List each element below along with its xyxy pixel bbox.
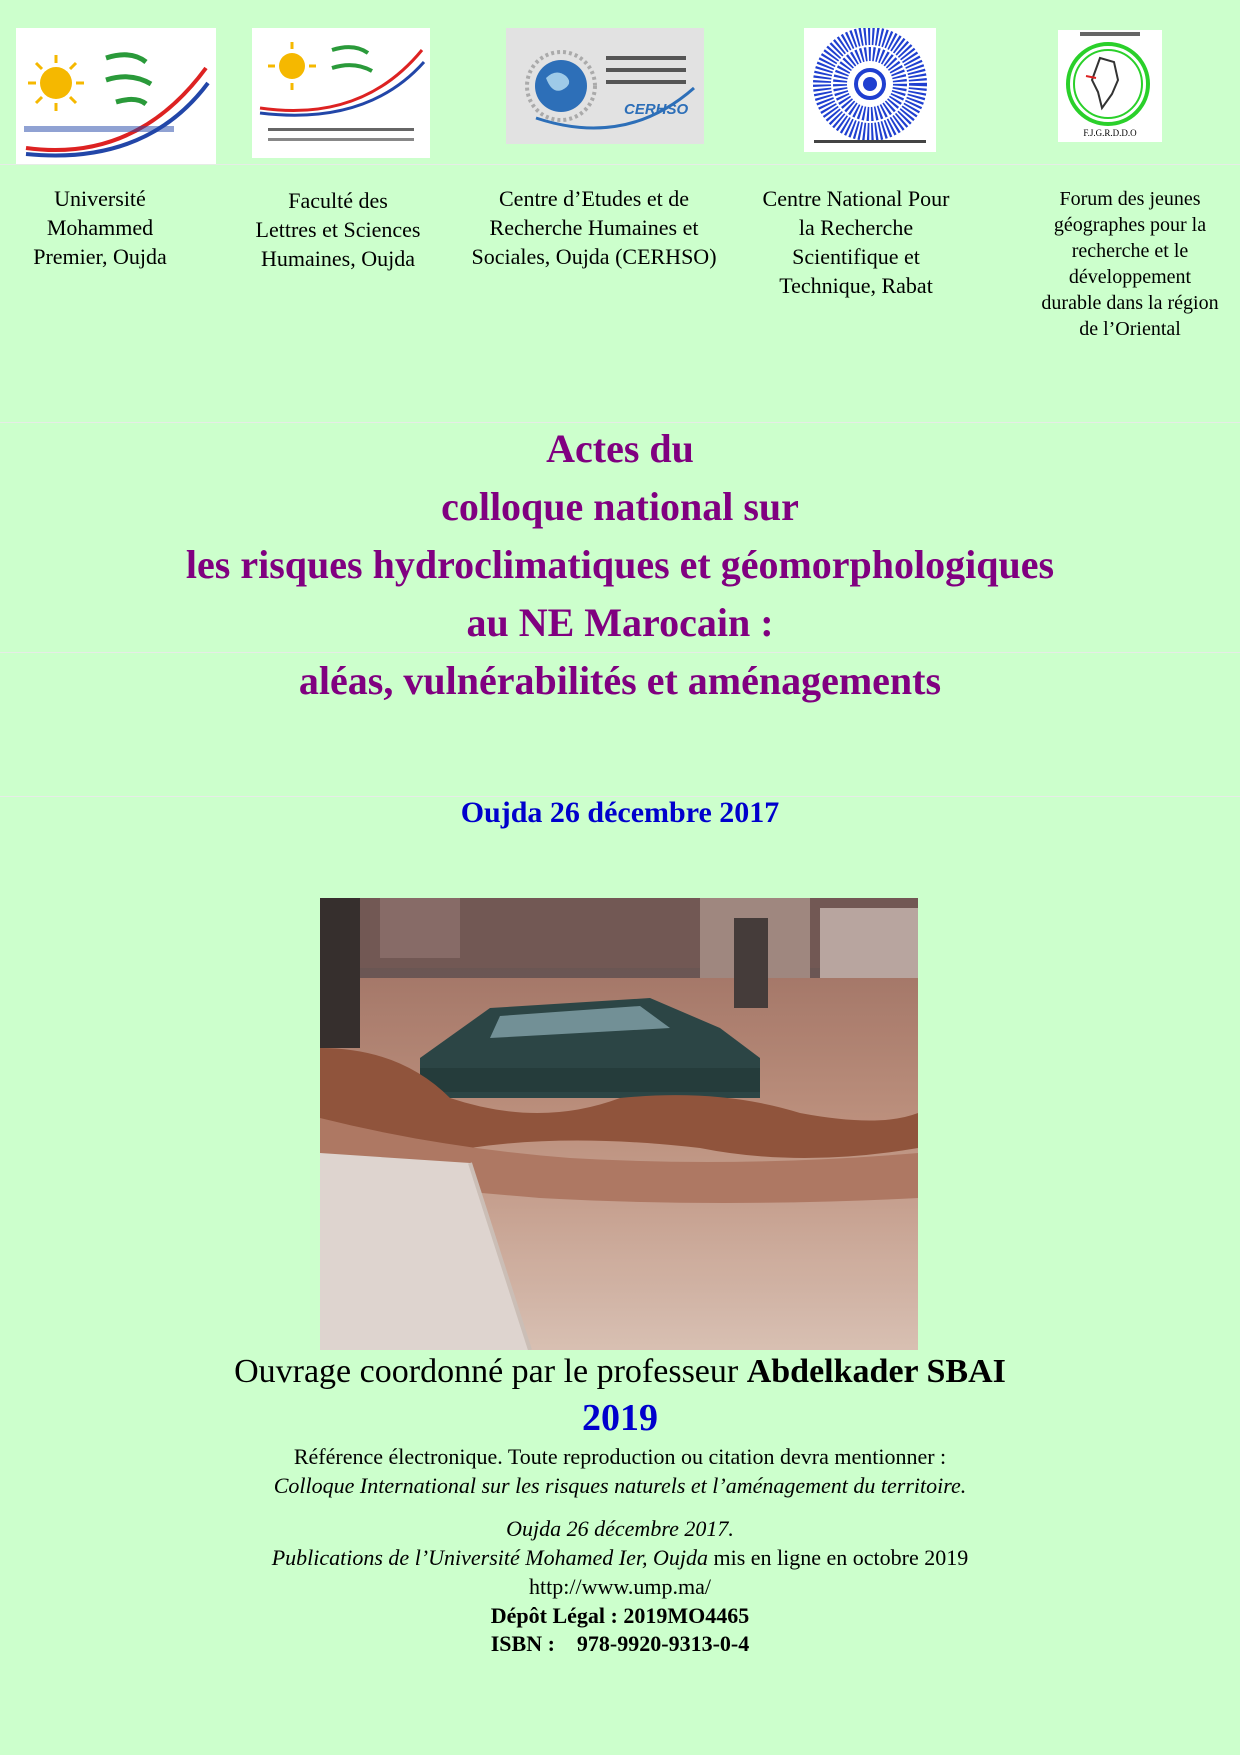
fjgrddo-logo-icon <box>1058 30 1162 142</box>
institution-line: durable dans la région <box>1041 292 1219 314</box>
reference-date-text: Oujda 26 décembre 2017. <box>506 1516 734 1541</box>
institution-line: géographes pour la <box>1053 214 1207 236</box>
institution-fjgrddo <box>1020 186 1240 342</box>
divider <box>0 164 1240 165</box>
cnrst-logo-icon <box>804 28 936 152</box>
cerhso-logo-icon <box>506 28 704 144</box>
coordinator-prefix: Ouvrage coordonné par le professeur <box>234 1353 747 1390</box>
institution-line: Sociales, Oujda (CERHSO) <box>471 244 717 269</box>
institution-line: Technique, Rabat <box>779 273 933 298</box>
legal-deposit: Dépôt Légal : 2019MO4465 <box>490 1603 750 1628</box>
flooded-street-photo <box>320 898 918 1350</box>
publication-year: 2019 <box>582 1397 658 1439</box>
online-date-text: mis en ligne en octobre 2019 <box>707 1545 969 1570</box>
institution-line: développement <box>1068 266 1192 288</box>
coordinator-line <box>0 1350 1240 1394</box>
institution-line: Faculté des <box>288 188 388 213</box>
event-date: Oujda 26 décembre 2017 <box>460 796 780 829</box>
institution-line: Premier, Oujda <box>33 244 167 269</box>
reference-date <box>0 1514 1240 1543</box>
flsh-logo-icon <box>252 28 430 158</box>
reference-url[interactable]: http://www.ump.ma/ <box>529 1574 711 1599</box>
institution-line: Centre d’Etudes et de <box>499 186 689 211</box>
coordinator-name: Abdelkader SBAI <box>746 1353 1006 1390</box>
institution-line: Centre National Pour <box>762 186 950 211</box>
institution-flsh <box>226 186 450 273</box>
institution-cerhso <box>448 184 740 271</box>
citation-text: Colloque International sur les risques naturels et l’aménagement du territoire. <box>273 1473 967 1498</box>
title-line: au NE Marocain : <box>466 600 774 645</box>
ump-logo-icon <box>16 28 216 164</box>
institution-line: Université <box>54 186 146 211</box>
institution-line: Humaines, Oujda <box>261 246 415 271</box>
reference-line: Référence électronique. Toute reproduction ou citation devra mentionner : <box>293 1444 947 1469</box>
institution-cnrst <box>740 184 972 300</box>
title-line: les risques hydroclimatiques et géomorphologiques <box>185 542 1055 587</box>
institution-line: Forum des jeunes <box>1059 188 1201 210</box>
fjgrddo-logo-text: F.J.G.R.D.D.O <box>1083 128 1137 138</box>
institution-ump <box>0 184 200 271</box>
institution-line: Recherche Humaines et <box>489 215 699 240</box>
institution-line: Mohammed <box>46 215 154 240</box>
reference-citation <box>0 1471 1240 1500</box>
title-line: colloque national sur <box>441 484 799 529</box>
institution-line: Lettres et Sciences <box>255 217 421 242</box>
institution-line: Scientifique et <box>792 244 920 269</box>
institution-line: de l’Oriental <box>1079 318 1181 340</box>
isbn: ISBN : 978-9920-9313-0-4 <box>490 1631 750 1656</box>
title-line: Actes du <box>546 426 694 471</box>
publisher-text: Publications de l’Université Mohamed Ier, Oujda <box>271 1545 708 1570</box>
svg-text:CERHSO: CERHSO <box>624 101 689 118</box>
reference-publisher <box>0 1543 1240 1572</box>
institution-line: recherche et le <box>1071 240 1189 262</box>
document-title <box>0 420 1240 710</box>
title-line: aléas, vulnérabilités et aménagements <box>298 658 942 703</box>
institution-line: la Recherche <box>798 215 914 240</box>
